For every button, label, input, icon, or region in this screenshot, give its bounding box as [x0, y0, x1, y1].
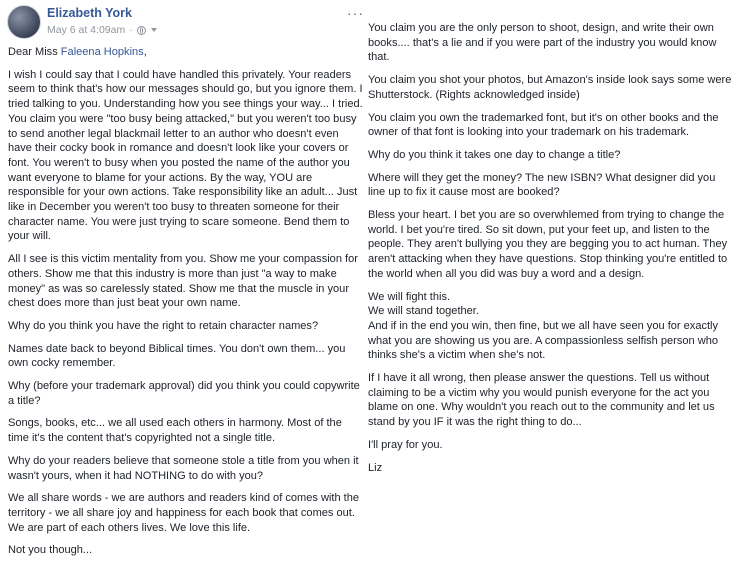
- paragraph: You claim you shot your photos, but Amazon's inside look says some were Shutterstock. (Rights acknowledged inside): [368, 74, 732, 101]
- signature: Liz: [368, 461, 383, 474]
- greeting: [8, 45, 364, 60]
- post-meta: [47, 24, 157, 36]
- avatar[interactable]: [7, 5, 41, 39]
- timestamp[interactable]: May 6 at 4:09am: [47, 24, 126, 36]
- paragraph: Not you though...: [8, 544, 93, 557]
- post-body-left: [8, 45, 364, 566]
- paragraph: We all share words - we are authors and readers kind of comes with the territory - we all share joy and happiness for each book that comes out. We are part of each others lives. We love this life.: [8, 492, 360, 534]
- paragraph: Why do you think it takes one day to change a title?: [368, 148, 621, 161]
- paragraph: Where will they get the money? The new ISBN? What designer did you line up to fix it cause most are booked?: [368, 171, 716, 199]
- paragraph: Bless your heart. I bet you are so overwhlemed from trying to change the world. I bet you're tired. So sit down, put your feet up, and listen to the people. They aren't bullying you they are begging you to act human. They aren't attacking when they have questions. Stop thinking you're entitled to the world when all you did was buy a word and a design.: [368, 209, 728, 280]
- chevron-down-icon[interactable]: [151, 28, 157, 32]
- paragraph: All I see is this victim mentality from you. Show me your compassion for others. Show me that this industry is more than just "a way to make money" as was so carelessly stated. Show me that the muscle in your chest does more than just beat your own name.: [8, 253, 358, 310]
- fight-line: And if in the end you win, then fine, but we all have seen you for exactly what you are showing us you are. A compassionless selfish person who thinks she's a victim when she's not.: [368, 319, 719, 362]
- paragraph: Names date back to beyond Biblical times. You don't own them... you own cocky remember.: [8, 342, 346, 370]
- closing-line: I'll pray for you.: [368, 438, 443, 451]
- paragraph: If I have it all wrong, then please answer the questions. Tell us without claiming to be a victim why you would punish everyone for the act you blame on one. Why wouldn't you reach out to the community and let us stand by you IF it was the right thing to do...: [368, 372, 715, 429]
- fight-line: We will fight this.: [368, 290, 451, 303]
- paragraph: I wish I could say that I could have handled this privately. Your readers seem to think that's how our messages should go, but you ignore them. I tried talking to you. Understanding how you see things your way... I tried. You claim you were "too busy being attacked," but you weren't too busy to send another legal blackmail letter to an author who doesn't even have their cocky book in romance and doesn't look like your covers or font. You weren't to busy when you posted the name of the author you want everyone to blame for your actions. By the way, YOU are responsible for your own actions. Take responsibility like an adult... Just like in December you weren't too busy to threaten someone for their character name. You were just trying to scare someone. Bend them to your will.: [8, 68, 363, 243]
- post-header: [7, 5, 364, 39]
- paragraph: You claim you own the trademarked font, but it's on other books and the owner of that font is looking into your trademark on his trademark.: [368, 111, 719, 139]
- globe-icon[interactable]: [137, 26, 146, 35]
- author-name[interactable]: Elizabeth York: [47, 6, 132, 20]
- post-body-right: [368, 21, 734, 483]
- paragraph: Songs, books, etc... we all used each others in harmony. Most of the time it's the content that's copyrighted not a single title.: [8, 417, 342, 445]
- more-options-icon[interactable]: ···: [347, 5, 364, 21]
- paragraph: Why do your readers believe that someone stole a title from you when it wasn't yours, when it had NOTHING to do with you?: [8, 454, 359, 482]
- fight-line: We will stand together.: [368, 305, 479, 318]
- greeting-text: Dear Miss: [8, 46, 61, 58]
- paragraph: Why (before your trademark approval) did you think you could copywrite a title?: [8, 380, 360, 407]
- paragraph: You claim you are the only person to shoot, design, and write their own books.... that's a lie and if you were part of the industry you would know that.: [368, 22, 717, 64]
- paragraph: Why do you think you have the right to retain character names?: [8, 319, 319, 332]
- mention-link[interactable]: Faleena Hopkins: [60, 46, 144, 58]
- greeting-punctuation: ,: [143, 46, 147, 58]
- meta-separator: ·: [129, 24, 133, 36]
